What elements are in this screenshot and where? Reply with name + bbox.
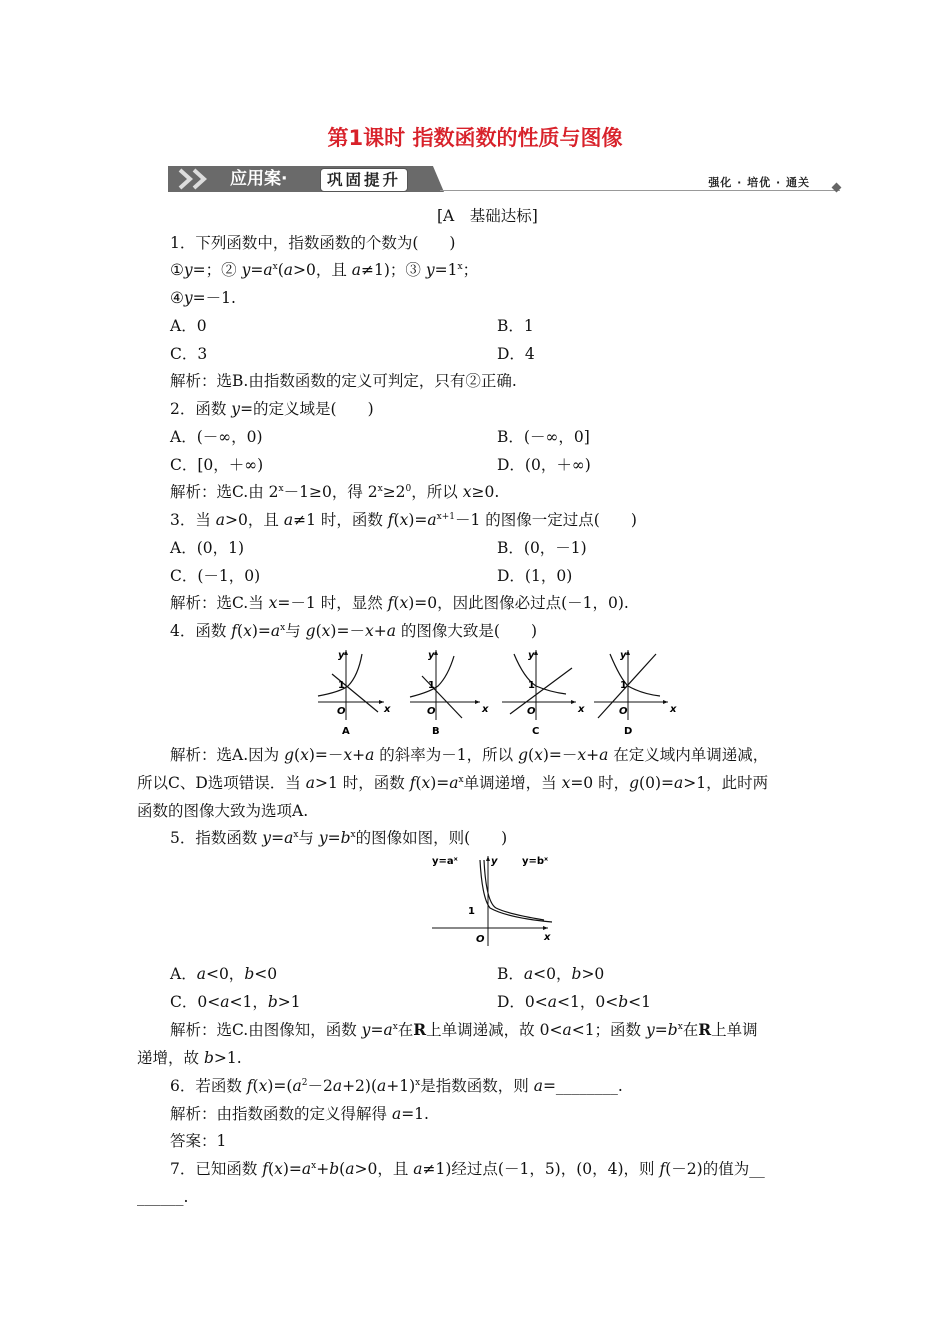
q3-option-c: C．(－1，0) bbox=[170, 567, 261, 585]
chevron-icon bbox=[176, 168, 220, 190]
q2-option-a: A．(－∞，0) bbox=[170, 428, 263, 446]
one-label: 1 bbox=[528, 680, 535, 691]
q7-stem-line-2: ______. bbox=[137, 1188, 189, 1206]
axis-x-label: x bbox=[544, 932, 551, 943]
q6-stem: 6．若函数 $f(x)=(a^2-2a+2)(a+1)^x$是指数函数，则 a=________. bbox=[170, 1077, 623, 1095]
one-label: 1 bbox=[620, 680, 627, 691]
q4-figure bbox=[310, 646, 680, 738]
banner-right-label: 强化 · 培优 · 通关 bbox=[708, 176, 810, 189]
fig-label-b: B bbox=[432, 726, 440, 737]
one-label: 1 bbox=[468, 906, 475, 917]
q1-option-b: B．1 bbox=[497, 317, 534, 335]
page-title: 第1课时 指数函数的性质与图像 bbox=[327, 126, 623, 150]
origin-label: O bbox=[476, 934, 485, 945]
q5-stem: 5．指数函数 $y=a^x$与 $y=b^x$的图像如图，则( ) bbox=[170, 829, 508, 847]
axis-y-label: y bbox=[428, 650, 435, 661]
q1-analysis: 解析：选B.由指数函数的定义可判定，只有②正确. bbox=[170, 372, 517, 390]
curve-a-label: y=aˣ bbox=[432, 856, 458, 867]
q5-option-a: A．a<0，b<0 bbox=[170, 965, 278, 983]
q2-stem: 2．函数 y=的定义域是( ) bbox=[170, 400, 374, 418]
q3-option-a: A．(0，1) bbox=[170, 539, 245, 557]
fig-label-d: D bbox=[624, 726, 633, 737]
q2-option-b: B．(－∞，0] bbox=[497, 428, 590, 446]
q3-option-b: B．(0，－1) bbox=[497, 539, 587, 557]
q1-option-a: A．0 bbox=[170, 317, 207, 335]
q4-graph-d bbox=[594, 650, 677, 737]
q4-graph-a bbox=[318, 650, 391, 737]
one-label: 1 bbox=[428, 680, 435, 691]
origin-label: O bbox=[527, 706, 536, 717]
q2-option-d: D．(0，＋∞) bbox=[497, 456, 591, 474]
q5-figure bbox=[428, 850, 558, 948]
banner-rule bbox=[440, 190, 840, 191]
q7-stem-line-1: 7．已知函数 $f(x)=a^x+b(a>0$，且 a≠1)经过点(－1，5)，(0，4)，则 f(－2)的值为__ bbox=[170, 1160, 765, 1178]
q2-option-c: C．[0，＋∞) bbox=[170, 456, 264, 474]
q4-stem: 4．函数 $f(x)=a^x$与 g(x)=－x+a 的图像大致是( ) bbox=[170, 622, 537, 640]
banner-box-label: 巩固提升 bbox=[320, 168, 408, 192]
q5-option-d: D．0<a<1，0<b<1 bbox=[497, 993, 652, 1011]
axis-x-label: x bbox=[578, 704, 585, 715]
axis-x-label: x bbox=[482, 704, 489, 715]
q6-analysis: 解析：由指数函数的定义得解得 a=1. bbox=[170, 1105, 429, 1123]
axis-x-label: x bbox=[670, 704, 677, 715]
q1-options-line: ①y=；② $y=a^x(a>0$，且 a≠1)；③ $y=1^x$； bbox=[170, 261, 479, 279]
q4-analysis-line-2: 所以C、D选项错误．当 a>1 时，函数 $f(x)=a^x$单调递增，当 x=0 时，g(0)=a>1，此时两 bbox=[137, 774, 769, 792]
origin-label: O bbox=[337, 706, 346, 717]
q1-option-d: D．4 bbox=[497, 345, 535, 363]
q1-option-4: ④y=－1. bbox=[170, 289, 236, 307]
q4-graph-c bbox=[502, 650, 585, 737]
q3-option-d: D．(1，0) bbox=[497, 567, 573, 585]
q6-answer: 答案：1 bbox=[170, 1132, 227, 1150]
section-banner bbox=[168, 166, 840, 194]
q3-stem: 3．当 a>0，且 a≠1 时，函数 $f(x)=a^{x+1}-1$ 的图像一定过点( ) bbox=[170, 511, 637, 529]
q4-graph-b bbox=[410, 650, 489, 737]
section-heading: [A 基础达标] bbox=[437, 207, 538, 225]
origin-label: O bbox=[619, 706, 628, 717]
axis-y-label: y bbox=[491, 856, 498, 867]
q5-analysis-line-2: 递增，故 b>1. bbox=[137, 1049, 242, 1067]
q4-analysis-line-1: 解析：选A.因为 g(x)=－x+a 的斜率为－1，所以 g(x)=－x+a 在定义域内单调递减， bbox=[170, 746, 769, 764]
q5-option-b: B．a<0，b>0 bbox=[497, 965, 605, 983]
q4-analysis-line-3: 函数的图像大致为选项A. bbox=[137, 802, 309, 820]
axis-y-label: y bbox=[528, 650, 535, 661]
q5-option-c: C．0<a<1，b>1 bbox=[170, 993, 301, 1011]
one-label: 1 bbox=[338, 680, 345, 691]
axis-x-label: x bbox=[384, 704, 391, 715]
curve-b-label: y=bˣ bbox=[522, 856, 549, 867]
q1-stem: 1．下列函数中，指数函数的个数为( ) bbox=[170, 234, 456, 252]
q1-option-c: C．3 bbox=[170, 345, 208, 363]
origin-label: O bbox=[427, 706, 436, 717]
axis-y-label: y bbox=[620, 650, 627, 661]
fig-label-c: C bbox=[532, 726, 540, 737]
q3-analysis: 解析：选C.当 x=－1 时，显然 f(x)=0，因此图像必过点(－1，0). bbox=[170, 594, 629, 612]
q2-analysis: 解析：选C.由 $2^x-1\ge 0$，得 $2^x\ge 2^0$，所以 x≥0. bbox=[170, 483, 500, 501]
q5-analysis-line-1: 解析：选C.由图像知，函数 $y=a^x$在R上单调递减，故 0<a<1；函数 $y=b^x$在R上单调 bbox=[170, 1020, 758, 1039]
fig-label-a: A bbox=[342, 726, 350, 737]
axis-y-label: y bbox=[338, 650, 345, 661]
banner-left-label: 应用案· bbox=[230, 169, 288, 189]
